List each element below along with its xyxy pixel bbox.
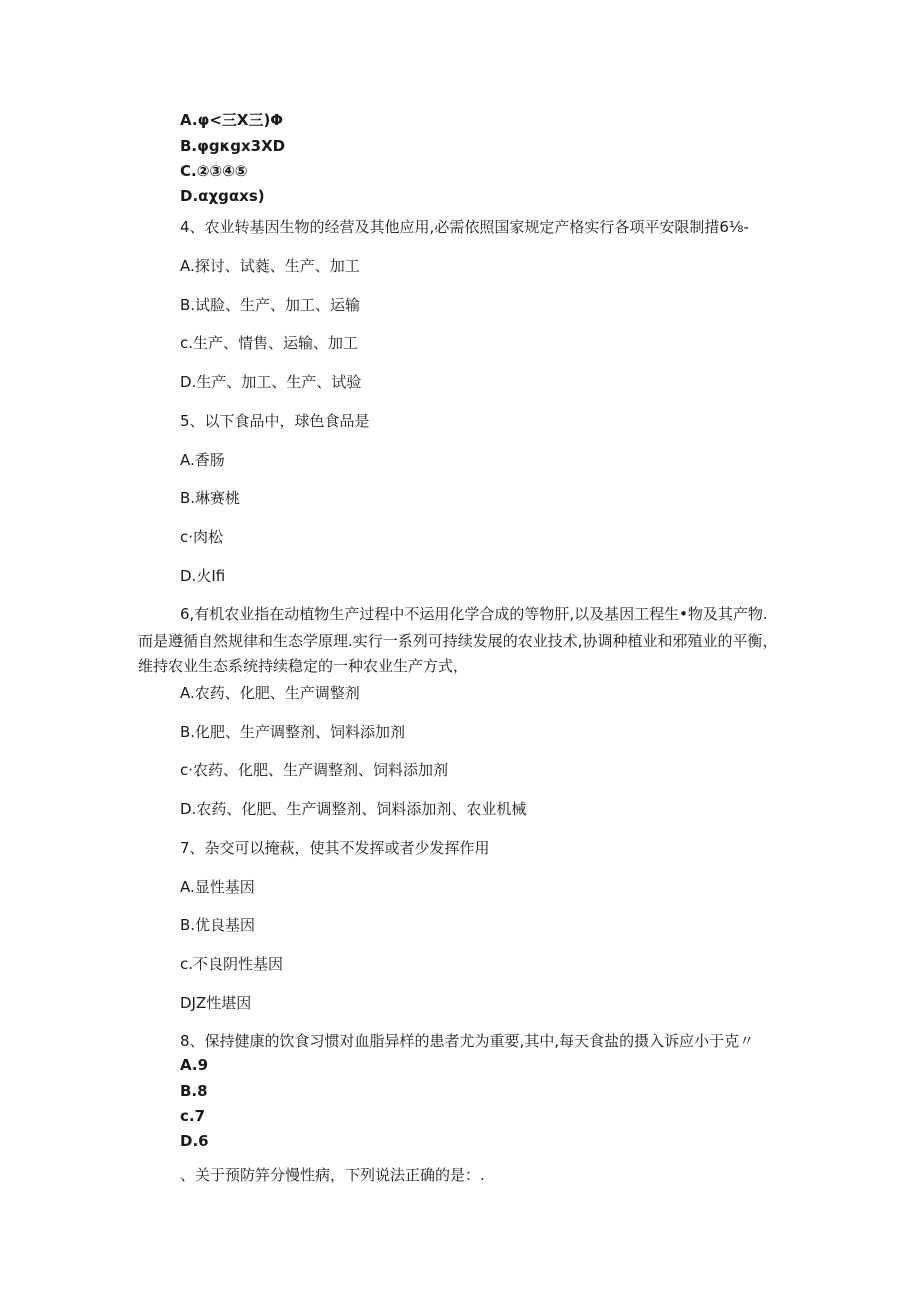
question-9: 、关于预防笄分慢性病，下列说法正确的是：. [180, 1166, 485, 1184]
q7-option-c: c.不良阴性基因 [180, 955, 284, 973]
q6-option-c: c·农药、化肥、生产调整剂、饲料添加剂 [180, 761, 449, 779]
question-7: 7、杂交可以掩萩，使其不发挥或者少发挥作用 [180, 839, 490, 857]
question-8: 8、保持健康的饮食习惯对血脂异样的患者尤为重要,其中,每天食盐的摄入诉应小于克〃 [180, 1032, 755, 1050]
q8-option-c: c.7 [180, 1107, 206, 1125]
top-option-d: D.αχgαxs) [180, 187, 265, 205]
q5-option-b: B.琳赛桃 [180, 489, 241, 507]
q5-option-a: A.香肠 [180, 451, 225, 469]
q7-option-a: A.显性基因 [180, 878, 255, 896]
q4-option-b: B.试脸、生产、加工、运输 [180, 296, 361, 314]
question-4: 4、农业转基因生物的经营及其他应用,必需依照国家规定产格实行各项平安限制措6⅛- [180, 218, 749, 236]
top-option-c: C.②③④⑤ [180, 162, 248, 180]
question-6-line-2: 而是遵循自然规律和生态学原理.实行一系列可持续发展的农业技术,协调种植业和邪殖业的平衡， [138, 632, 778, 650]
q8-option-d: D.6 [180, 1132, 209, 1150]
question-6-line-1: 6,有机农业指在动植物生产过程中不运用化学合成的等物肝,以及基因工程生•物及其产物. [180, 605, 768, 623]
top-option-a: A.φ<三X三)Φ [180, 111, 284, 129]
q7-option-b: B.优良基因 [180, 916, 256, 934]
q4-option-a: A.探讨、试蕤、生产、加工 [180, 257, 360, 275]
q7-option-d: DJZ性堪因 [180, 994, 252, 1012]
q5-option-c: c·肉松 [180, 528, 224, 546]
q6-option-b: B.化肥、生产调整剂、饲料添加剂 [180, 723, 406, 741]
top-option-b: B.φgκgx3XD [180, 137, 286, 155]
q5-option-d: D.火Ifi [180, 567, 226, 585]
q6-option-a: A.农药、化肥、生产调整剂 [180, 684, 360, 702]
question-5: 5、以下食品中，球色食品是 [180, 412, 370, 430]
q4-option-d: D.生产、加工、生产、试验 [180, 373, 362, 391]
q4-option-c: c.生产、情售、运输、加工 [180, 334, 359, 352]
q8-option-b: B.8 [180, 1082, 208, 1100]
question-6-line-3: 维持农业生态系统持续稳定的一种农业生产方式， [138, 657, 469, 675]
q8-option-a: A.9 [180, 1056, 209, 1074]
q6-option-d: D.农药、化肥、生产调整剂、饲料添加剂、农业机械 [180, 800, 527, 818]
